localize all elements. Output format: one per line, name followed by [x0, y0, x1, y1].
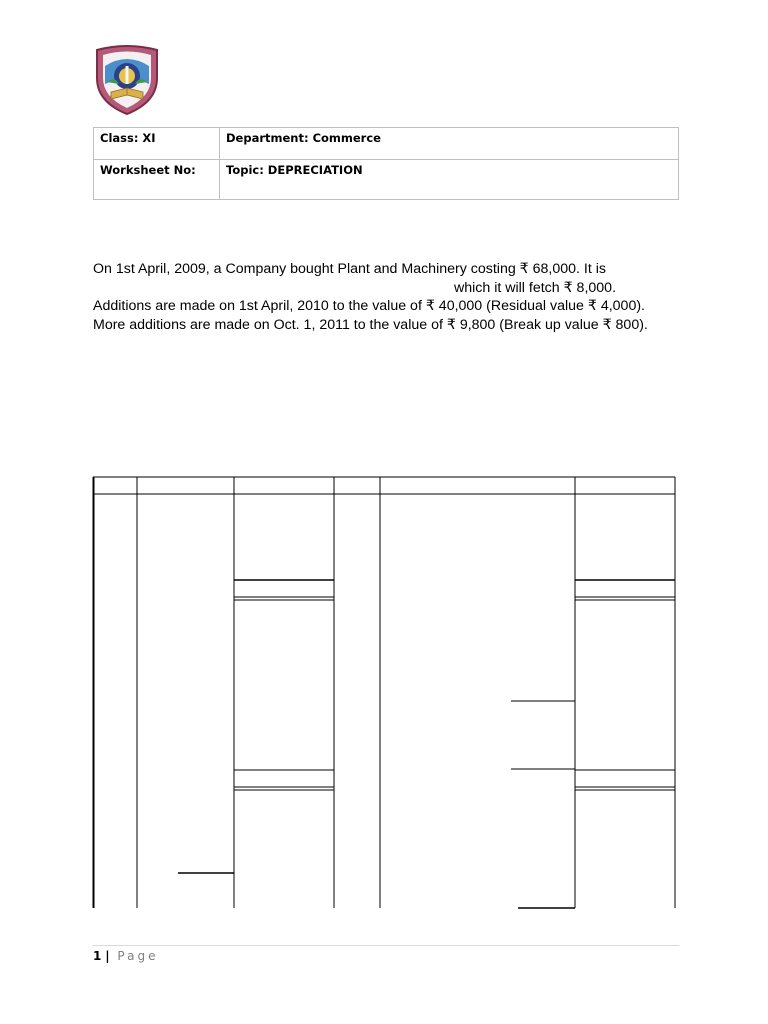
footer-separator: |	[105, 949, 110, 963]
question-line-4: More additions are made on Oct. 1, 2011 to the value of ₹ 9,800 (Break up value ₹ 800).	[93, 316, 648, 333]
question-line-3: Additions are made on 1st April, 2010 to the value of ₹ 40,000 (Residual value ₹ 4,000).	[93, 298, 646, 314]
class-cell: Class: XI	[94, 128, 220, 160]
question-line-2: which it will fetch ₹ 8,000.	[454, 279, 617, 296]
page-footer	[93, 949, 158, 963]
worksheet-info-table	[93, 127, 679, 200]
footer-divider	[93, 945, 679, 946]
department-cell: Department: Commerce	[220, 128, 679, 160]
question-line-1: On 1st April, 2009, a Company bought Plant and Machinery costing ₹ 68,000. It is	[93, 261, 606, 277]
topic-cell: Topic: DEPRECIATION	[220, 160, 679, 200]
worksheet-number-cell: Worksheet No:	[94, 160, 220, 200]
school-crest-logo	[93, 44, 161, 116]
question-text	[93, 260, 693, 334]
page-number: 1	[93, 949, 102, 963]
page-label: Page	[117, 949, 159, 963]
